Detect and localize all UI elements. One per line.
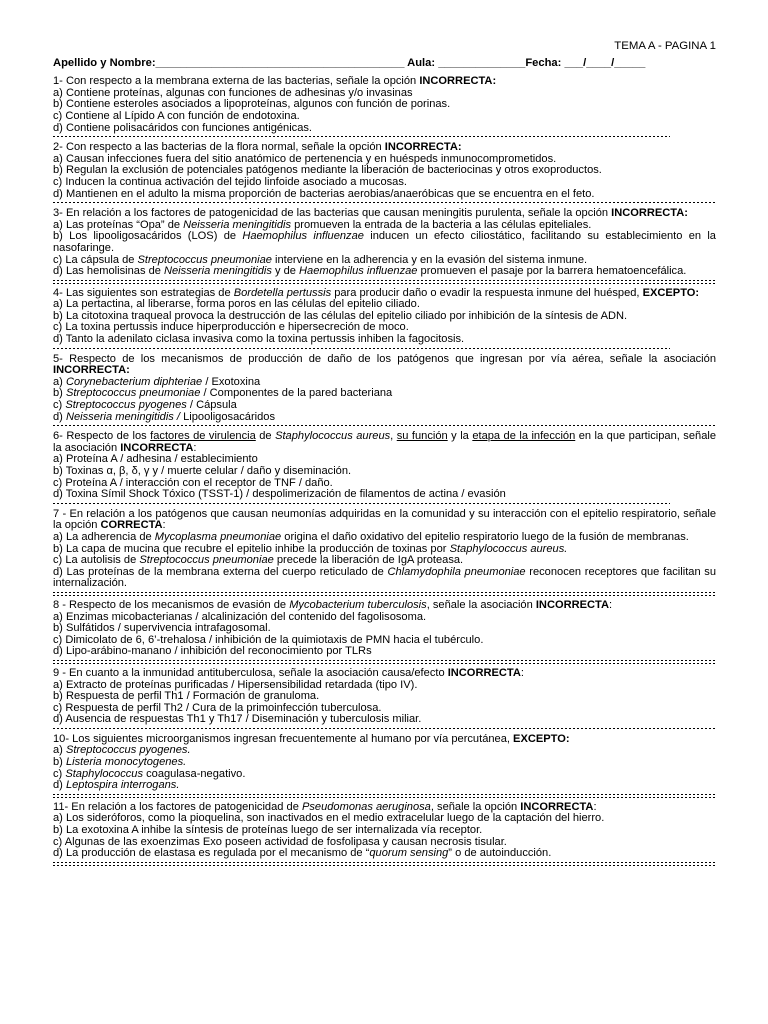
question-option: c) La autolisis de Streptococcus pneumoniae precede la liberación de IgA proteasa. xyxy=(53,554,464,567)
question-option: c) Streptococcus pyogenes / Cápsula xyxy=(53,399,237,412)
question-option: a) Extracto de proteínas purificadas / Hipersensibilidad retardada (tipo IV). xyxy=(53,678,418,691)
question-option: d) Contiene polisacáridos con funciones antigénicas. xyxy=(53,121,313,134)
question-option: d) Las proteínas de la membrana externa del cuerpo reticulado de Chlamydophila pneumoniae reconocen receptores que facilitan su internalización. xyxy=(53,565,716,590)
question-stem: 3- En relación a los factores de patogenicidad de las bacterias que causan meningitis purulenta, señale la opción INCORRECTA: xyxy=(53,207,688,220)
question-stem: 10- Los siguientes microorganismos ingresan frecuentemente al humano por vía percutánea, EXCEPTO: xyxy=(53,732,570,745)
question-option: c) Algunas de las exoenzimas Exo poseen actividad de fosfolipasa y causan necrosis tisular. xyxy=(53,835,507,848)
dashed-separator xyxy=(53,592,716,596)
question-option: d) Neisseria meningitidis / Lipooligosacáridos xyxy=(53,410,276,423)
question-option: a) Enzimas micobacterianas / alcalinización del contenido del fagolisosoma. xyxy=(53,610,427,623)
question-option: b) La exotoxina A inhibe la síntesis de proteínas luego de ser internalizada vía receptor. xyxy=(53,824,483,837)
question-option: b) Contiene esteroles asociados a lipoproteínas, algunos con función de porinas. xyxy=(53,98,451,111)
dashed-separator xyxy=(53,280,716,284)
question-option: b) Listeria monocytogenes. xyxy=(53,756,187,769)
question-option: d) Mantienen en el adulto la misma proporción de bacterias aerobias/anaeróbicas que se encuentra en el feto. xyxy=(53,187,595,200)
dashed-separator xyxy=(53,660,716,664)
question-10 xyxy=(53,734,716,792)
question-option: d) Ausencia de respuestas Th1 y Th17 / Diseminación y tuberculosis miliar. xyxy=(53,713,422,726)
question-option: a) La pertactina, al liberarse, forma poros en las células del epitelio ciliado. xyxy=(53,298,420,311)
question-stem: 8 - Respecto de los mecanismos de evasión de Mycobacterium tuberculosis, señale la asociación INCORRECTA: xyxy=(53,598,613,611)
student-fields-line: Apellido y Nombre:________________________________________ Aula: ______________Fecha: ___/____/_____ xyxy=(53,56,646,69)
question-stem: 6- Respecto de los factores de virulencia de Staphylococcus aureus, su función y la etapa de la infección en la que participan, señale la asociación INCORRECTA: xyxy=(53,430,716,454)
dashed-separator xyxy=(53,862,716,866)
question-option: b) Los lipooligosacáridos (LOS) de Haemophilus influenzae inducen un efecto ciliostático, facilitando su establecimiento en la nasofaringe. xyxy=(53,230,716,254)
question-option: c) Respuesta de perfil Th2 / Cura de la primoinfección tuberculosa. xyxy=(53,701,382,714)
dashed-separator xyxy=(53,794,716,798)
question-option: d) Tanto la adenilato ciclasa invasiva como la toxina pertussis inhiben la fagocitosis. xyxy=(53,333,465,346)
question-option: d) Toxina Símil Shock Tóxico (TSST-1) / despolimerización de filamentos de actina / evasión xyxy=(53,488,506,501)
question-option: b) Toxinas α, β, δ, γ y / muerte celular / daño y diseminación. xyxy=(53,465,352,477)
question-2 xyxy=(53,142,716,200)
question-6 xyxy=(53,431,716,501)
question-9 xyxy=(53,668,716,726)
question-stem: 1- Con respecto a la membrana externa de las bacterias, señale la opción INCORRECTA: xyxy=(53,75,497,88)
question-3 xyxy=(53,208,716,278)
question-8 xyxy=(53,600,716,658)
dashed-separator xyxy=(53,202,716,204)
question-option: a) Streptococcus pyogenes. xyxy=(53,744,191,757)
dashed-separator xyxy=(53,348,670,350)
question-option: b) Sulfátidos / supervivencia intrafagosomal. xyxy=(53,622,271,635)
dashed-separator xyxy=(53,728,716,730)
question-option: d) Lipo-arábino-manano / inhibición del reconocimiento por TLRs xyxy=(53,645,372,658)
question-stem: 9 - En cuanto a la inmunidad antituberculosa, señale la asociación causa/efecto INCORRECTA: xyxy=(53,666,524,679)
question-stem: 4- Las siguientes son estrategias de Bordetella pertussis para producir daño o evadir la respuesta inmune del huésped, EXCEPTO: xyxy=(53,286,700,299)
question-5 xyxy=(53,354,716,424)
question-option: c) Inducen la continua activación del tejido linfoide asociado a mucosas. xyxy=(53,175,407,188)
question-option: a) Las proteínas “Opa” de Neisseria meningitidis promueven la entrada de la bacteria a las células epiteliales. xyxy=(53,218,592,231)
question-11 xyxy=(53,802,716,860)
question-option: b) Regulan la exclusión de potenciales patógenos mediante la liberación de bacteriocinas y otros exoproductos. xyxy=(53,164,602,177)
question-option: a) Los sideróforos, como la pioquelina, son inactivados en el medio extracelular luego de la captación del hierro. xyxy=(53,812,605,825)
question-list xyxy=(53,76,716,866)
dashed-separator xyxy=(53,425,716,427)
question-option: c) Staphylococcus coagulasa-negativo. xyxy=(53,767,246,780)
question-option: b) Streptococcus pneumoniae / Componentes de la pared bacteriana xyxy=(53,387,393,400)
question-stem: 5- Respecto de los mecanismos de producción de daño de los patógenos que ingresan por vía aérea, señale la asociación INCORRECTA: xyxy=(53,352,716,377)
dashed-separator xyxy=(53,503,670,505)
question-option: a) Corynebacterium diphteriae / Exotoxina xyxy=(53,375,261,388)
question-option: b) La citotoxina traqueal provoca la destrucción de las células del epitelio ciliado por inhibición de la síntesis de ADN. xyxy=(53,309,628,322)
question-option: a) Causan infecciones fuera del sitio anatómico de pertenencia y en huéspeds inmunocomprometidos. xyxy=(53,152,557,165)
question-option: d) La producción de elastasa es regulada por el mecanismo de “quorum sensing” o de autoinducción. xyxy=(53,847,552,860)
question-option: b) Respuesta de perfil Th1 / Formación de granuloma. xyxy=(53,690,320,703)
question-option: a) La adherencia de Mycoplasma pneumoniae origina el daño oxidativo del epitelio respiratorio luego de la fusión de membranas. xyxy=(53,530,689,543)
question-stem: 11- En relación a los factores de patogenicidad de Pseudomonas aeruginosa, señale la opción INCORRECTA: xyxy=(53,800,597,813)
question-option: c) Proteína A / interacción con el receptor de TNF / daño. xyxy=(53,476,333,489)
question-option: a) Proteína A / adhesina / establecimiento xyxy=(53,453,258,466)
dashed-separator xyxy=(53,136,670,138)
page-header-tema: TEMA A - PAGINA 1 xyxy=(614,40,716,52)
question-option: c) Dimicolato de 6, 6’-trehalosa / inhibición de la quimiotaxis de PMN hacia el tubérculo. xyxy=(53,633,484,646)
question-option: b) La capa de mucina que recubre el epitelio inhibe la producción de toxinas por Staphylococcus aureus. xyxy=(53,542,568,555)
question-7 xyxy=(53,509,716,590)
question-4 xyxy=(53,288,716,346)
question-1 xyxy=(53,76,716,134)
question-option: a) Contiene proteínas, algunas con funciones de adhesinas y/o invasinas xyxy=(53,86,413,99)
question-option: c) La cápsula de Streptococcus pneumoniae interviene en la adherencia y en la evasión del sistema inmune. xyxy=(53,253,588,266)
question-stem: 7 - En relación a los patógenos que causan neumonías adquiridas en la comunidad y su interacción con el epitelio respiratorio, señale la opción CORRECTA: xyxy=(53,507,716,532)
question-stem: 2- Con respecto a las bacterias de la flora normal, señale la opción INCORRECTA: xyxy=(53,141,462,154)
question-option: c) Contiene al Lípido A con función de endotoxina. xyxy=(53,109,300,122)
question-option: d) Las hemolisinas de Neisseria meningitidis y de Haemophilus influenzae promueven el pasaje por la barrera hematoencefálica. xyxy=(53,265,687,278)
question-option: c) La toxina pertussis induce hiperproducción e hipersecreción de moco. xyxy=(53,321,409,334)
question-option: d) Leptospira interrogans. xyxy=(53,779,180,792)
